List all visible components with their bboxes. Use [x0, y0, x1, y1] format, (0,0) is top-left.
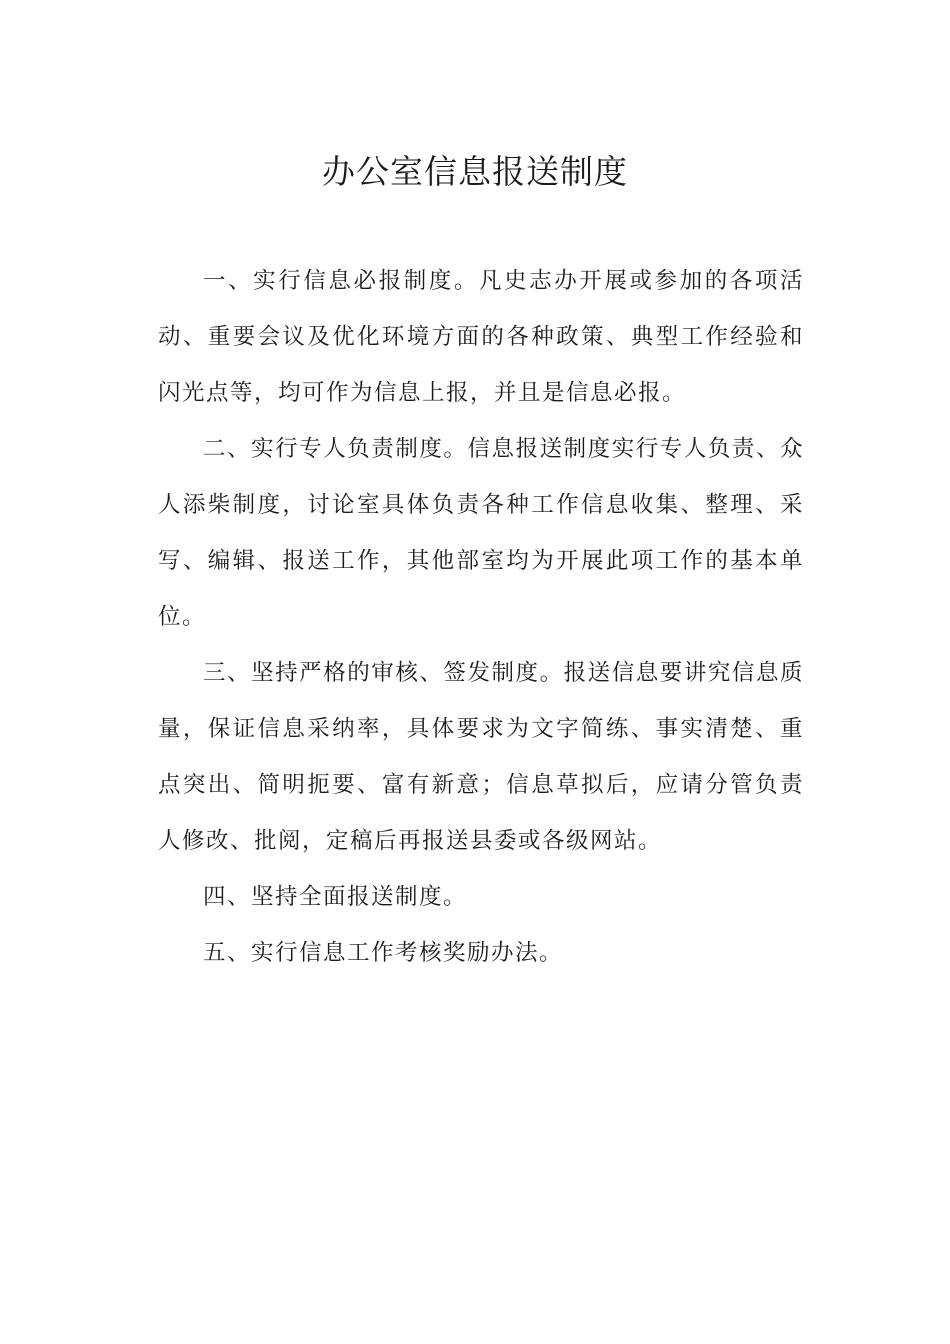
document-title: 办公室信息报送制度 [322, 152, 628, 191]
paragraph-4: 四、坚持全面报送制度。 [203, 884, 468, 910]
paragraph-1: 一、实行信息必报制度。凡史志办开展或参加的各项活动、重要会议及优化环境方面的各种政策、典型工作经验和闪光点等，均可作为信息上报，并且是信息必报。 [158, 268, 804, 406]
paragraph-5: 五、实行信息工作考核奖励办法。 [203, 940, 564, 966]
paragraph-2: 二、实行专人负责制度。信息报送制度实行专人负责、众人添柴制度，讨论室具体负责各种工作信息收集、整理、采写、编辑、报送工作，其他部室均为开展此项工作的基本单位。 [158, 436, 804, 630]
paragraph-3: 三、坚持严格的审核、签发制度。报送信息要讲究信息质量，保证信息采纳率，具体要求为文字简练、事实清楚、重点突出、简明扼要、富有新意；信息草拟后，应请分管负责人修改、批阅，定稿后再报送县委或各级网站。 [158, 660, 804, 854]
document-body [158, 253, 804, 981]
